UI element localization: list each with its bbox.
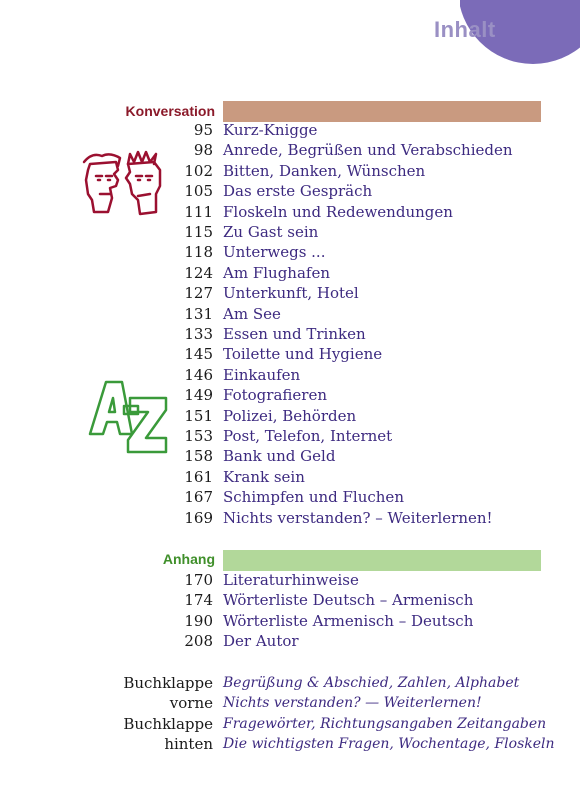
- book-flap-text: Fragewörter, Richtungsangaben Zeitangaben: [223, 715, 547, 732]
- a-z-icon: [86, 376, 170, 456]
- toc-entry-title: Unterwegs ...: [223, 243, 326, 262]
- toc-entry: [0, 571, 520, 591]
- toc-page-number: 127: [184, 284, 213, 303]
- toc-entry-title: Zu Gast sein: [223, 223, 319, 241]
- toc-entry-title: Wörterliste Armenisch – Deutsch: [223, 611, 474, 630]
- toc-entry-title: Essen und Trinken: [223, 325, 366, 343]
- toc-entry: [0, 141, 520, 161]
- toc-entry: [0, 162, 520, 182]
- toc-entry-title: Literaturhinweise: [223, 571, 359, 589]
- toc-entry: [0, 121, 520, 141]
- toc-entry-title: Am Flughafen: [223, 263, 330, 282]
- toc-page-number: 124: [184, 263, 213, 282]
- toc-entry: [0, 447, 520, 467]
- toc-entry-title: Toilette und Hygiene: [223, 345, 383, 364]
- toc-page-number: 161: [184, 467, 213, 486]
- toc-page-number: 98: [193, 141, 213, 160]
- toc-entry-title: Der Autor: [223, 632, 299, 651]
- section-heading-konversation: Konversation: [125, 103, 215, 119]
- toc-entry: [0, 427, 520, 447]
- toc-entry-title: Kurz-Knigge: [223, 121, 318, 139]
- toc-entry: [0, 325, 520, 345]
- book-flap-text: Die wichtigsten Fragen, Wochentage, Floskeln: [223, 736, 555, 753]
- book-flap-text: Nichts verstanden? — Weiterlernen!: [223, 695, 482, 712]
- toc-page-number: 145: [184, 345, 213, 364]
- toc-entry-title: Bank und Geld: [223, 447, 336, 466]
- toc-entry: [0, 284, 520, 304]
- toc-entry-title: Schimpfen und Fluchen: [223, 488, 404, 507]
- toc-entry-title: Anrede, Begrüßen und Verabschieden: [223, 141, 513, 160]
- toc-page-number: 118: [184, 243, 213, 262]
- page-title: Inhalt: [434, 17, 496, 42]
- toc-entry-title: Unterkunft, Hotel: [223, 284, 359, 303]
- toc-page-number: 170: [184, 571, 213, 589]
- toc-page-number: 146: [184, 365, 213, 384]
- toc-entry: [0, 632, 520, 652]
- toc-entry: [0, 182, 520, 202]
- section-heading-anhang: Anhang: [162, 551, 215, 567]
- toc-page-number: 149: [184, 386, 213, 405]
- toc-entry: [0, 264, 520, 284]
- toc-entry-title: Nichts verstanden? – Weiterlernen!: [223, 508, 493, 527]
- book-flap-label: vorne: [169, 694, 213, 713]
- toc-entry-title: Fotografieren: [223, 386, 327, 405]
- toc-entry-title: Floskeln und Redewendungen: [223, 202, 453, 221]
- toc-entry-title: Einkaufen: [223, 365, 301, 384]
- toc-page-number: 174: [184, 591, 213, 610]
- section-bar-konversation: [223, 101, 541, 122]
- toc-entry: [0, 386, 520, 406]
- toc-entry: [0, 345, 520, 365]
- toc-entry-title: Polizei, Behörden: [223, 406, 357, 425]
- book-flap-label: Buchklappe: [123, 714, 213, 733]
- section-bar-anhang: [223, 550, 541, 571]
- toc-entry-title: Wörterliste Deutsch – Armenisch: [223, 591, 474, 610]
- toc-page-number: 115: [184, 223, 213, 241]
- toc-entry-title: Bitten, Danken, Wünschen: [223, 161, 426, 180]
- toc-page-number: 133: [184, 325, 213, 343]
- toc-page-number: 208: [184, 632, 213, 651]
- toc-page-number: 111: [184, 202, 213, 221]
- toc-entry: [0, 591, 520, 611]
- toc-page-number: 102: [184, 161, 213, 180]
- toc-entry-title: Das erste Gespräch: [223, 182, 373, 201]
- toc-page-number: 153: [184, 427, 213, 445]
- toc-page-number: 105: [184, 182, 213, 201]
- book-flap-label: hinten: [164, 735, 213, 754]
- toc-entry: [0, 305, 520, 325]
- toc-entry: [0, 488, 520, 508]
- toc-page-number: 169: [184, 508, 213, 527]
- two-faces-icon: [80, 150, 170, 220]
- toc-entry: [0, 509, 520, 529]
- toc-entry: [0, 243, 520, 263]
- toc-entry-title: Krank sein: [223, 467, 305, 486]
- toc-entry: [0, 366, 520, 386]
- book-flap-text: Begrüßung & Abschied, Zahlen, Alphabet: [223, 675, 520, 691]
- toc-page-number: 190: [184, 611, 213, 630]
- toc-entry-title: Post, Telefon, Internet: [223, 427, 393, 445]
- toc-entry: [0, 407, 520, 427]
- toc-page-number: 167: [184, 488, 213, 507]
- toc-page-number: 151: [184, 406, 213, 425]
- toc-entry: [0, 612, 520, 632]
- toc-entry: [0, 203, 520, 223]
- book-flap-label: Buchklappe: [123, 674, 213, 692]
- toc-page-number: 95: [193, 121, 213, 139]
- toc-page-number: 158: [184, 447, 213, 466]
- toc-entry: [0, 223, 520, 243]
- toc-page-number: 131: [184, 304, 213, 323]
- toc-entry-title: Am See: [223, 304, 281, 323]
- toc-entry: [0, 468, 520, 488]
